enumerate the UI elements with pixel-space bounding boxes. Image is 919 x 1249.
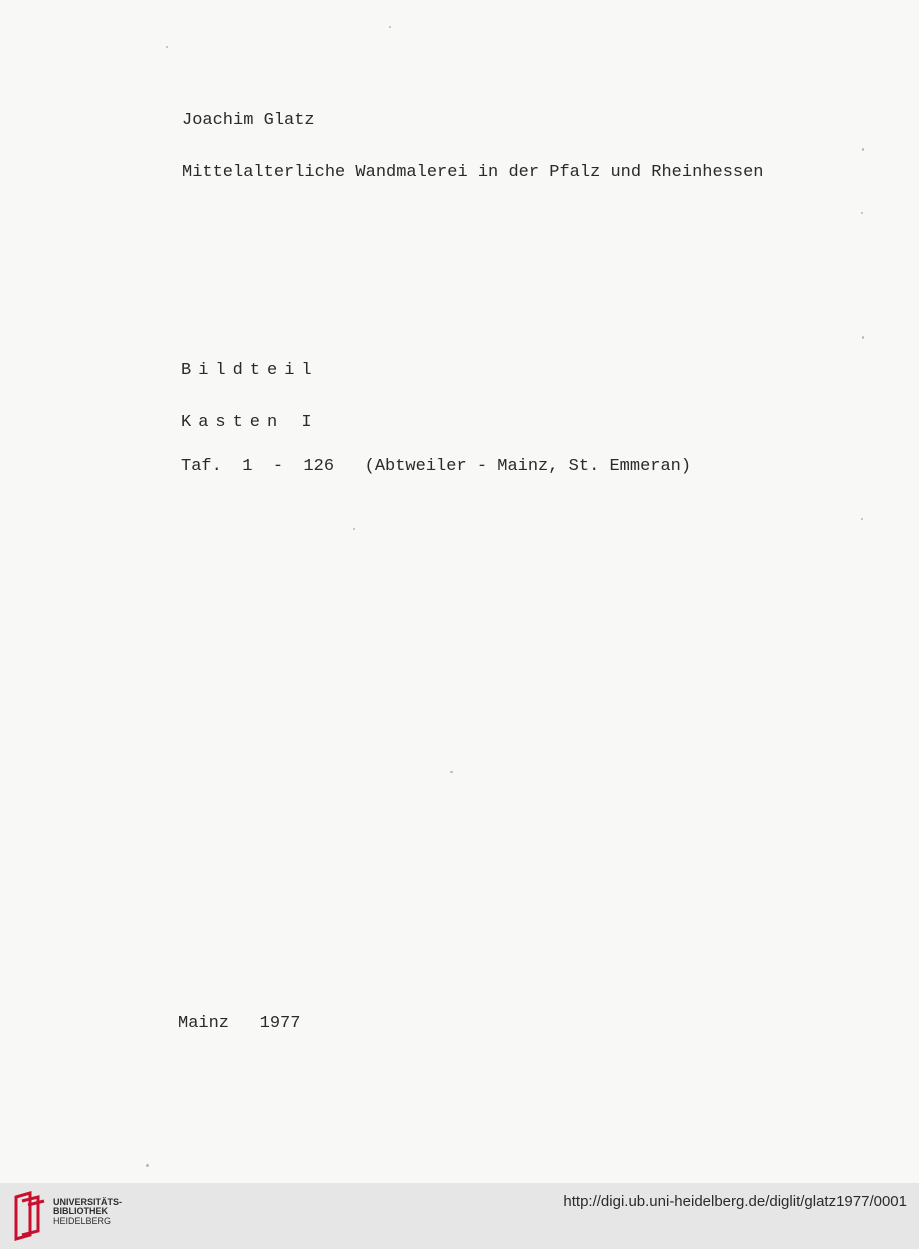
digitization-footer [0, 1183, 919, 1249]
paper-speck [146, 1164, 149, 1167]
university-library-logo-icon [10, 1191, 46, 1241]
box-label: Kasten I [181, 413, 319, 432]
library-name-line1: UNIVERSITÄTS- [53, 1197, 123, 1207]
paper-speck [862, 148, 864, 151]
paper-speck [861, 212, 863, 214]
author-name: Joachim Glatz [182, 111, 315, 130]
permalink-url[interactable]: http://digi.ub.uni-heidelberg.de/diglit/glatz1977/0001 [563, 1193, 907, 1210]
paper-speck [166, 46, 168, 48]
library-name [53, 1198, 122, 1226]
paper-speck [353, 528, 355, 530]
paper-speck [389, 26, 391, 28]
paper-speck [862, 336, 864, 339]
plates-range: Taf. 1 - 126 (Abtweiler - Mainz, St. Emmeran) [181, 457, 692, 476]
paper-speck [450, 771, 453, 773]
imprint: Mainz 1977 [178, 1014, 301, 1033]
library-name-line3: HEIDELBERG [53, 1215, 112, 1226]
part-label: Bildteil [181, 361, 319, 380]
library-name-line2: BIBLIOTHEK [53, 1206, 108, 1217]
book-title: Mittelalterliche Wandmalerei in der Pfalz und Rheinhessen [182, 163, 764, 182]
paper-speck [861, 518, 863, 520]
